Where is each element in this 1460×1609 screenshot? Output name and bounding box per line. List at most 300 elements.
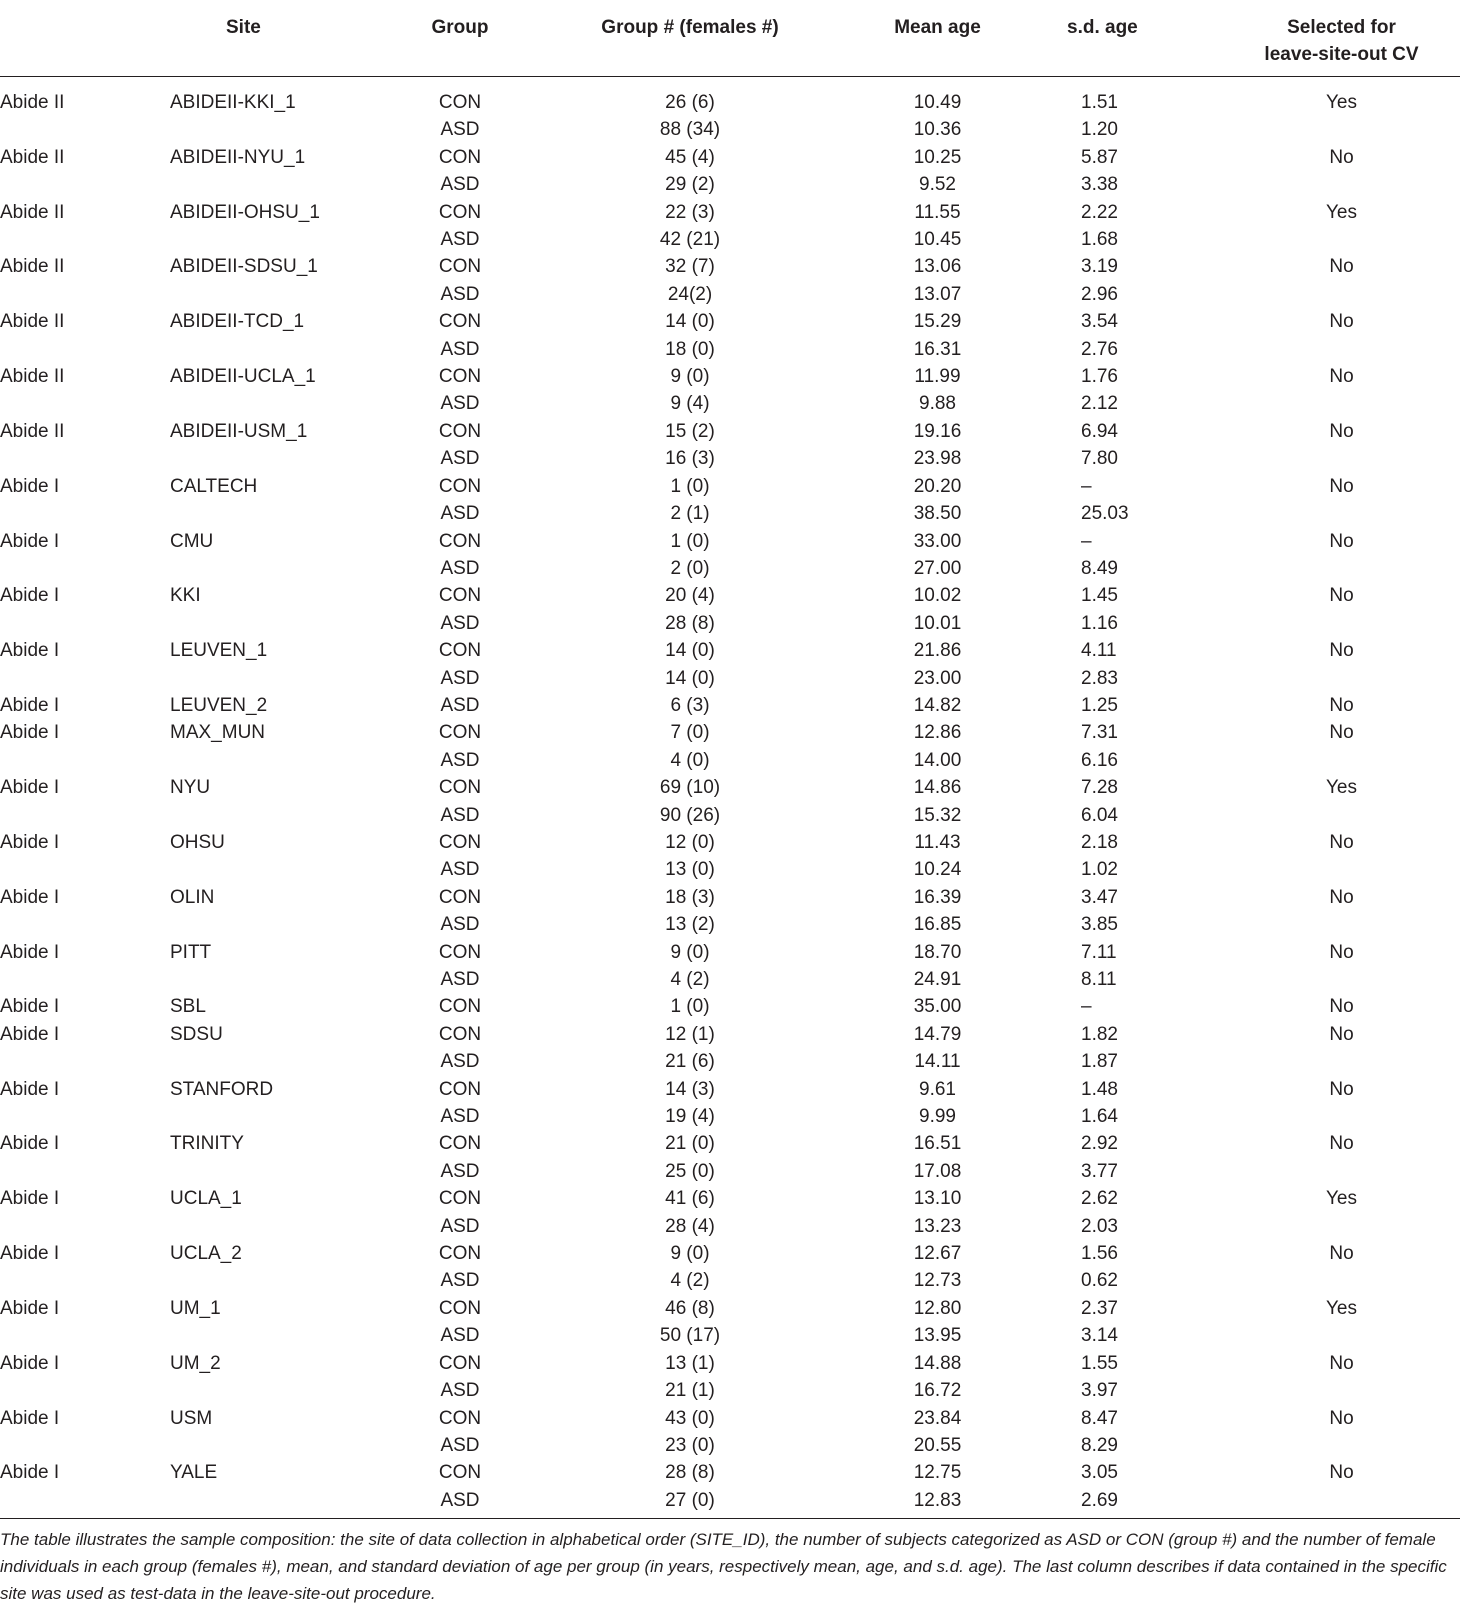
source-cell bbox=[0, 1048, 170, 1075]
group-cell: ASD bbox=[440, 1270, 480, 1292]
header-mean-age: Mean age bbox=[894, 17, 981, 38]
table-row bbox=[0, 829, 1460, 856]
group-cell: CON bbox=[438, 311, 482, 333]
mean-age-cell: 11.55 bbox=[914, 201, 961, 223]
table-row bbox=[0, 1377, 1460, 1404]
selected-cell bbox=[1203, 911, 1460, 938]
group-cell: CON bbox=[438, 1462, 482, 1484]
selected-cell: No bbox=[1329, 1243, 1354, 1265]
selected-cell bbox=[1203, 1322, 1460, 1349]
sd-age-cell: 1.76 bbox=[1081, 366, 1118, 388]
sd-age-cell: 0.62 bbox=[1081, 1270, 1118, 1292]
header-sd-age: s.d. age bbox=[1067, 17, 1138, 38]
sd-age-cell: 2.62 bbox=[1081, 1188, 1118, 1210]
header-group-count: Group # (females #) bbox=[601, 17, 779, 38]
source-cell bbox=[0, 747, 170, 774]
table-row bbox=[0, 1267, 1460, 1294]
group-cell: ASD bbox=[440, 749, 480, 771]
site-cell bbox=[170, 747, 360, 774]
group-count-cell: 2 (0) bbox=[670, 557, 710, 579]
sd-age-cell: 3.14 bbox=[1081, 1325, 1118, 1347]
selected-cell: No bbox=[1329, 1078, 1354, 1100]
mean-age-cell: 10.36 bbox=[913, 119, 962, 141]
source-cell bbox=[0, 665, 170, 692]
mean-age-cell: 27.00 bbox=[913, 557, 962, 579]
selected-cell: No bbox=[1329, 886, 1354, 908]
group-cell: ASD bbox=[440, 338, 480, 360]
source-cell: Abide I bbox=[0, 1462, 60, 1484]
mean-age-cell: 14.82 bbox=[913, 694, 962, 716]
source-cell: Abide II bbox=[0, 146, 65, 168]
group-count-cell: 19 (4) bbox=[665, 1106, 715, 1128]
table-row bbox=[0, 116, 1460, 143]
source-cell bbox=[0, 555, 170, 582]
site-cell: UM_1 bbox=[170, 1297, 221, 1319]
table-row bbox=[0, 418, 1460, 445]
selected-cell bbox=[1203, 1213, 1460, 1240]
group-count-cell: 69 (10) bbox=[659, 777, 721, 799]
mean-age-cell: 23.98 bbox=[913, 448, 962, 470]
source-cell bbox=[0, 445, 170, 472]
source-cell: Abide I bbox=[0, 831, 60, 853]
mean-age-cell: 9.88 bbox=[919, 393, 956, 415]
mean-age-cell: 12.75 bbox=[913, 1462, 962, 1484]
group-cell: CON bbox=[438, 585, 482, 607]
source-cell: Abide II bbox=[0, 420, 65, 442]
selected-cell bbox=[1203, 1487, 1460, 1519]
site-cell: TRINITY bbox=[170, 1133, 244, 1155]
group-count-cell: 9 (4) bbox=[670, 393, 710, 415]
sd-age-cell: 8.49 bbox=[1081, 557, 1118, 579]
mean-age-cell: 18.70 bbox=[913, 941, 962, 963]
group-count-cell: 1 (0) bbox=[670, 996, 710, 1018]
sd-age-cell: 3.54 bbox=[1081, 311, 1118, 333]
group-cell: ASD bbox=[440, 557, 480, 579]
group-count-cell: 9 (0) bbox=[670, 1243, 710, 1265]
mean-age-cell: 16.31 bbox=[913, 338, 962, 360]
table-row bbox=[0, 253, 1460, 280]
site-cell bbox=[170, 1377, 360, 1404]
group-count-cell: 2 (1) bbox=[670, 503, 710, 525]
group-count-cell: 4 (2) bbox=[670, 969, 710, 990]
group-count-cell: 20 (4) bbox=[665, 585, 715, 607]
sd-age-cell: 1.68 bbox=[1081, 229, 1118, 251]
table-row bbox=[0, 637, 1460, 664]
site-cell: LEUVEN_2 bbox=[170, 694, 268, 716]
group-cell: CON bbox=[438, 1078, 482, 1100]
site-cell: NYU bbox=[170, 777, 211, 799]
source-cell bbox=[0, 802, 170, 829]
group-cell: ASD bbox=[440, 283, 480, 305]
group-count-cell: 24(2) bbox=[667, 283, 713, 305]
mean-age-cell: 20.55 bbox=[913, 1434, 962, 1456]
site-cell bbox=[170, 1432, 360, 1459]
site-cell: SBL bbox=[170, 996, 206, 1018]
table-row bbox=[0, 692, 1460, 719]
table-row bbox=[0, 390, 1460, 417]
selected-cell bbox=[1203, 1432, 1460, 1459]
selected-cell bbox=[1203, 226, 1460, 253]
site-cell bbox=[170, 1103, 360, 1130]
sd-age-cell: 3.47 bbox=[1081, 886, 1118, 908]
site-cell: KKI bbox=[170, 585, 201, 607]
mean-age-cell: 20.20 bbox=[913, 475, 962, 497]
group-count-cell: 1 (0) bbox=[670, 475, 710, 497]
header-source bbox=[0, 0, 170, 77]
selected-cell: No bbox=[1329, 420, 1354, 442]
source-cell bbox=[0, 1487, 170, 1519]
group-count-cell: 14 (0) bbox=[665, 667, 715, 689]
source-cell: Abide I bbox=[0, 941, 60, 963]
sd-age-cell: – bbox=[1081, 996, 1092, 1018]
group-cell: CON bbox=[438, 1243, 482, 1265]
selected-cell bbox=[1203, 1103, 1460, 1130]
sd-age-cell: 1.16 bbox=[1081, 612, 1118, 634]
source-cell bbox=[0, 911, 170, 938]
selected-cell: No bbox=[1329, 996, 1354, 1018]
site-cell: ABIDEII-TCD_1 bbox=[170, 311, 305, 333]
source-cell bbox=[0, 1103, 170, 1130]
group-count-cell: 32 (7) bbox=[665, 256, 715, 278]
site-cell: ABIDEII-KKI_1 bbox=[170, 92, 296, 113]
source-cell: Abide I bbox=[0, 640, 60, 662]
sd-age-cell: 2.22 bbox=[1081, 201, 1118, 223]
sd-age-cell: 1.55 bbox=[1081, 1352, 1118, 1374]
mean-age-cell: 23.00 bbox=[913, 667, 962, 689]
mean-age-cell: 10.45 bbox=[913, 229, 962, 251]
selected-cell bbox=[1203, 1048, 1460, 1075]
sd-age-cell: 5.87 bbox=[1081, 146, 1118, 168]
table-row bbox=[0, 308, 1460, 335]
group-count-cell: 21 (1) bbox=[665, 1380, 715, 1402]
site-cell bbox=[170, 1322, 360, 1349]
sd-age-cell: 7.31 bbox=[1081, 722, 1118, 744]
site-cell: USM bbox=[170, 1407, 213, 1429]
sd-age-cell: 1.51 bbox=[1081, 92, 1118, 113]
header-selected-line2: leave-site-out CV bbox=[1264, 44, 1419, 65]
selected-cell: No bbox=[1329, 941, 1354, 963]
site-cell bbox=[170, 610, 360, 637]
table-row bbox=[0, 199, 1460, 226]
group-cell: ASD bbox=[440, 859, 480, 881]
table-row bbox=[0, 582, 1460, 609]
source-cell: Abide I bbox=[0, 1297, 60, 1319]
sd-age-cell: 6.94 bbox=[1081, 420, 1118, 442]
mean-age-cell: 16.51 bbox=[913, 1133, 962, 1155]
site-cell: YALE bbox=[170, 1462, 218, 1484]
group-count-cell: 41 (6) bbox=[665, 1188, 715, 1210]
selected-cell bbox=[1203, 1267, 1460, 1294]
mean-age-cell: 15.32 bbox=[913, 804, 962, 826]
site-cell: MAX_MUN bbox=[170, 722, 266, 744]
table-row bbox=[0, 171, 1460, 198]
group-count-cell: 7 (0) bbox=[670, 722, 710, 744]
table-row bbox=[0, 1103, 1460, 1130]
mean-age-cell: 10.01 bbox=[913, 612, 962, 634]
group-count-cell: 43 (0) bbox=[665, 1407, 715, 1429]
group-cell: ASD bbox=[440, 174, 480, 196]
sd-age-cell: 8.47 bbox=[1081, 1407, 1118, 1429]
sd-age-cell: 2.69 bbox=[1055, 1487, 1203, 1519]
group-count-cell: 42 (21) bbox=[659, 229, 721, 251]
header-group: Group bbox=[431, 17, 489, 38]
mean-age-cell: 23.84 bbox=[913, 1407, 962, 1429]
table-row bbox=[0, 1076, 1460, 1103]
group-count-cell: 1 (0) bbox=[670, 530, 710, 552]
sd-age-cell: 3.19 bbox=[1081, 256, 1118, 278]
mean-age-cell: 13.06 bbox=[913, 256, 962, 278]
sd-age-cell: 2.18 bbox=[1081, 831, 1118, 853]
selected-cell bbox=[1203, 966, 1460, 993]
group-count-cell: 27 (0) bbox=[560, 1487, 820, 1519]
site-cell: SDSU bbox=[170, 1023, 223, 1045]
selected-cell: Yes bbox=[1326, 92, 1357, 113]
mean-age-cell: 14.88 bbox=[913, 1352, 962, 1374]
mean-age-cell: 10.02 bbox=[913, 585, 962, 607]
selected-cell: No bbox=[1329, 1407, 1354, 1429]
sd-age-cell: 2.96 bbox=[1081, 283, 1118, 305]
group-count-cell: 4 (2) bbox=[670, 1270, 710, 1292]
sd-age-cell: 1.25 bbox=[1081, 694, 1118, 716]
site-cell bbox=[170, 966, 360, 993]
selected-cell: No bbox=[1329, 311, 1354, 333]
group-cell: CON bbox=[438, 201, 482, 223]
sd-age-cell: – bbox=[1081, 530, 1092, 552]
sd-age-cell: 1.64 bbox=[1081, 1106, 1118, 1128]
group-count-cell: 23 (0) bbox=[665, 1434, 715, 1456]
mean-age-cell: 10.49 bbox=[913, 92, 962, 113]
site-cell bbox=[170, 1213, 360, 1240]
group-count-cell: 14 (3) bbox=[665, 1078, 715, 1100]
source-cell: Abide I bbox=[0, 886, 60, 908]
selected-cell: No bbox=[1329, 256, 1354, 278]
selected-cell bbox=[1203, 802, 1460, 829]
source-cell bbox=[0, 226, 170, 253]
group-cell: CON bbox=[438, 146, 482, 168]
group-count-cell: 21 (6) bbox=[665, 1051, 715, 1073]
group-cell: CON bbox=[438, 530, 482, 552]
source-cell bbox=[0, 1432, 170, 1459]
site-cell bbox=[170, 1048, 360, 1075]
site-cell bbox=[170, 555, 360, 582]
group-cell: ASD bbox=[440, 612, 480, 634]
site-cell: ABIDEII-UCLA_1 bbox=[170, 366, 316, 388]
group-cell: CON bbox=[438, 1023, 482, 1045]
group-cell: ASD bbox=[440, 1434, 480, 1456]
table-row bbox=[0, 528, 1460, 555]
table-row bbox=[0, 802, 1460, 829]
mean-age-cell: 11.99 bbox=[914, 366, 961, 388]
sd-age-cell: 2.83 bbox=[1081, 667, 1118, 689]
selected-cell bbox=[1203, 747, 1460, 774]
source-cell bbox=[0, 390, 170, 417]
group-cell: ASD bbox=[440, 1160, 480, 1182]
group-cell: ASD bbox=[440, 969, 480, 990]
sd-age-cell: 1.45 bbox=[1081, 585, 1118, 607]
group-cell: CON bbox=[438, 1407, 482, 1429]
table-row bbox=[0, 226, 1460, 253]
selected-cell: Yes bbox=[1326, 1188, 1357, 1210]
selected-cell bbox=[1203, 500, 1460, 527]
group-count-cell: 46 (8) bbox=[665, 1297, 715, 1319]
sd-age-cell: 2.92 bbox=[1081, 1133, 1118, 1155]
site-cell: UM_2 bbox=[170, 1352, 221, 1374]
site-cell bbox=[170, 1267, 360, 1294]
group-cell: ASD bbox=[440, 448, 480, 470]
selected-cell: No bbox=[1329, 530, 1354, 552]
group-count-cell: 88 (34) bbox=[659, 119, 721, 141]
mean-age-cell: 16.72 bbox=[913, 1380, 962, 1402]
group-count-cell: 9 (0) bbox=[670, 941, 710, 963]
source-cell: Abide I bbox=[0, 1243, 60, 1265]
group-count-cell: 6 (3) bbox=[670, 694, 710, 716]
group-cell: CON bbox=[438, 1352, 482, 1374]
sd-age-cell: 7.28 bbox=[1081, 777, 1118, 799]
sd-age-cell: 6.16 bbox=[1081, 749, 1118, 771]
table-row bbox=[0, 1405, 1460, 1432]
group-count-cell: 12 (0) bbox=[665, 831, 715, 853]
source-cell bbox=[0, 966, 170, 993]
header-selected bbox=[1203, 0, 1460, 77]
group-count-cell: 28 (4) bbox=[665, 1215, 715, 1237]
site-cell: STANFORD bbox=[170, 1078, 274, 1100]
site-cell: LEUVEN_1 bbox=[170, 640, 268, 662]
table-row bbox=[0, 555, 1460, 582]
site-cell: ABIDEII-NYU_1 bbox=[170, 146, 306, 168]
source-cell: Abide I bbox=[0, 475, 60, 497]
sd-age-cell: 6.04 bbox=[1081, 804, 1118, 826]
site-cell: CMU bbox=[170, 530, 214, 552]
group-cell: CON bbox=[438, 722, 482, 744]
site-cell bbox=[170, 911, 360, 938]
group-cell: CON bbox=[438, 1188, 482, 1210]
source-cell bbox=[0, 1377, 170, 1404]
site-cell bbox=[170, 1158, 360, 1185]
site-cell: CALTECH bbox=[170, 475, 258, 497]
site-cell: ABIDEII-OHSU_1 bbox=[170, 201, 320, 223]
group-count-cell: 29 (2) bbox=[665, 174, 715, 196]
sd-age-cell: 3.97 bbox=[1081, 1380, 1118, 1402]
selected-cell: Yes bbox=[1326, 777, 1357, 799]
group-cell: CON bbox=[438, 1297, 482, 1319]
group-cell: CON bbox=[438, 886, 482, 908]
group-count-cell: 13 (1) bbox=[665, 1352, 715, 1374]
sd-age-cell: 2.37 bbox=[1081, 1297, 1118, 1319]
selected-cell bbox=[1203, 610, 1460, 637]
sd-age-cell: 8.11 bbox=[1081, 969, 1117, 990]
source-cell: Abide I bbox=[0, 585, 60, 607]
group-count-cell: 4 (0) bbox=[670, 749, 710, 771]
sd-age-cell: 1.87 bbox=[1081, 1051, 1118, 1073]
mean-age-cell: 24.91 bbox=[913, 969, 962, 990]
mean-age-cell: 13.07 bbox=[913, 283, 962, 305]
mean-age-cell: 12.86 bbox=[913, 722, 962, 744]
group-cell: CON bbox=[438, 1133, 482, 1155]
group-cell: CON bbox=[438, 941, 482, 963]
group-cell: CON bbox=[438, 92, 482, 113]
mean-age-cell: 12.80 bbox=[913, 1297, 962, 1319]
mean-age-cell: 13.95 bbox=[913, 1325, 962, 1347]
group-count-cell: 18 (0) bbox=[665, 338, 715, 360]
group-count-cell: 22 (3) bbox=[665, 201, 715, 223]
table-header-row bbox=[0, 0, 1460, 77]
group-cell: CON bbox=[438, 777, 482, 799]
selected-cell: No bbox=[1329, 831, 1354, 853]
site-cell bbox=[170, 171, 360, 198]
source-cell bbox=[0, 1267, 170, 1294]
site-cell bbox=[170, 802, 360, 829]
table-row bbox=[0, 774, 1460, 801]
site-cell bbox=[170, 336, 360, 363]
table-row bbox=[0, 1322, 1460, 1349]
group-cell: CON bbox=[438, 831, 482, 853]
site-cell: ABIDEII-USM_1 bbox=[170, 420, 308, 442]
source-cell bbox=[0, 856, 170, 883]
group-cell: ASD bbox=[440, 694, 480, 716]
group-cell: ASD bbox=[440, 119, 480, 141]
source-cell bbox=[0, 1322, 170, 1349]
site-cell: PITT bbox=[170, 941, 212, 963]
site-cell bbox=[170, 856, 360, 883]
group-count-cell: 50 (17) bbox=[659, 1325, 721, 1347]
mean-age-cell: 38.50 bbox=[913, 503, 962, 525]
group-cell: ASD bbox=[440, 1106, 480, 1128]
mean-age-cell: 9.61 bbox=[919, 1078, 956, 1100]
group-count-cell: 13 (2) bbox=[665, 914, 715, 936]
source-cell: Abide II bbox=[0, 201, 65, 223]
selected-cell: No bbox=[1329, 722, 1354, 744]
sd-age-cell: 3.38 bbox=[1081, 174, 1118, 196]
sd-age-cell: 1.82 bbox=[1081, 1023, 1118, 1045]
group-cell: ASD bbox=[440, 804, 480, 826]
group-cell: ASD bbox=[440, 503, 480, 525]
mean-age-cell: 16.85 bbox=[913, 914, 962, 936]
group-count-cell: 15 (2) bbox=[665, 420, 715, 442]
group-cell: ASD bbox=[440, 229, 480, 251]
source-cell bbox=[0, 610, 170, 637]
source-cell: Abide I bbox=[0, 530, 60, 552]
source-cell: Abide II bbox=[0, 92, 65, 113]
selected-cell: No bbox=[1329, 146, 1354, 168]
selected-cell bbox=[1203, 281, 1460, 308]
table-body bbox=[0, 77, 1460, 1519]
table-row bbox=[0, 144, 1460, 171]
selected-cell bbox=[1203, 171, 1460, 198]
group-count-cell: 28 (8) bbox=[665, 1462, 715, 1484]
selected-cell bbox=[1203, 555, 1460, 582]
mean-age-cell: 14.86 bbox=[913, 777, 962, 799]
table-row bbox=[0, 1048, 1460, 1075]
mean-age-cell: 13.23 bbox=[913, 1215, 962, 1237]
header-selected-line1: Selected for bbox=[1287, 17, 1396, 38]
group-count-cell: 12 (1) bbox=[665, 1023, 715, 1045]
site-cell bbox=[170, 445, 360, 472]
source-cell: Abide II bbox=[0, 311, 65, 333]
source-cell: Abide II bbox=[0, 366, 65, 388]
group-count-cell: 18 (3) bbox=[665, 886, 715, 908]
table-row bbox=[0, 473, 1460, 500]
site-cell bbox=[170, 500, 360, 527]
site-cell bbox=[170, 1487, 360, 1519]
table-row bbox=[0, 719, 1460, 746]
sd-age-cell: 8.29 bbox=[1081, 1434, 1118, 1456]
site-cell: UCLA_1 bbox=[170, 1188, 242, 1210]
source-cell bbox=[0, 1213, 170, 1240]
table-row bbox=[0, 500, 1460, 527]
mean-age-cell: 14.11 bbox=[914, 1051, 961, 1073]
selected-cell bbox=[1203, 445, 1460, 472]
sd-age-cell: 1.02 bbox=[1081, 859, 1118, 881]
